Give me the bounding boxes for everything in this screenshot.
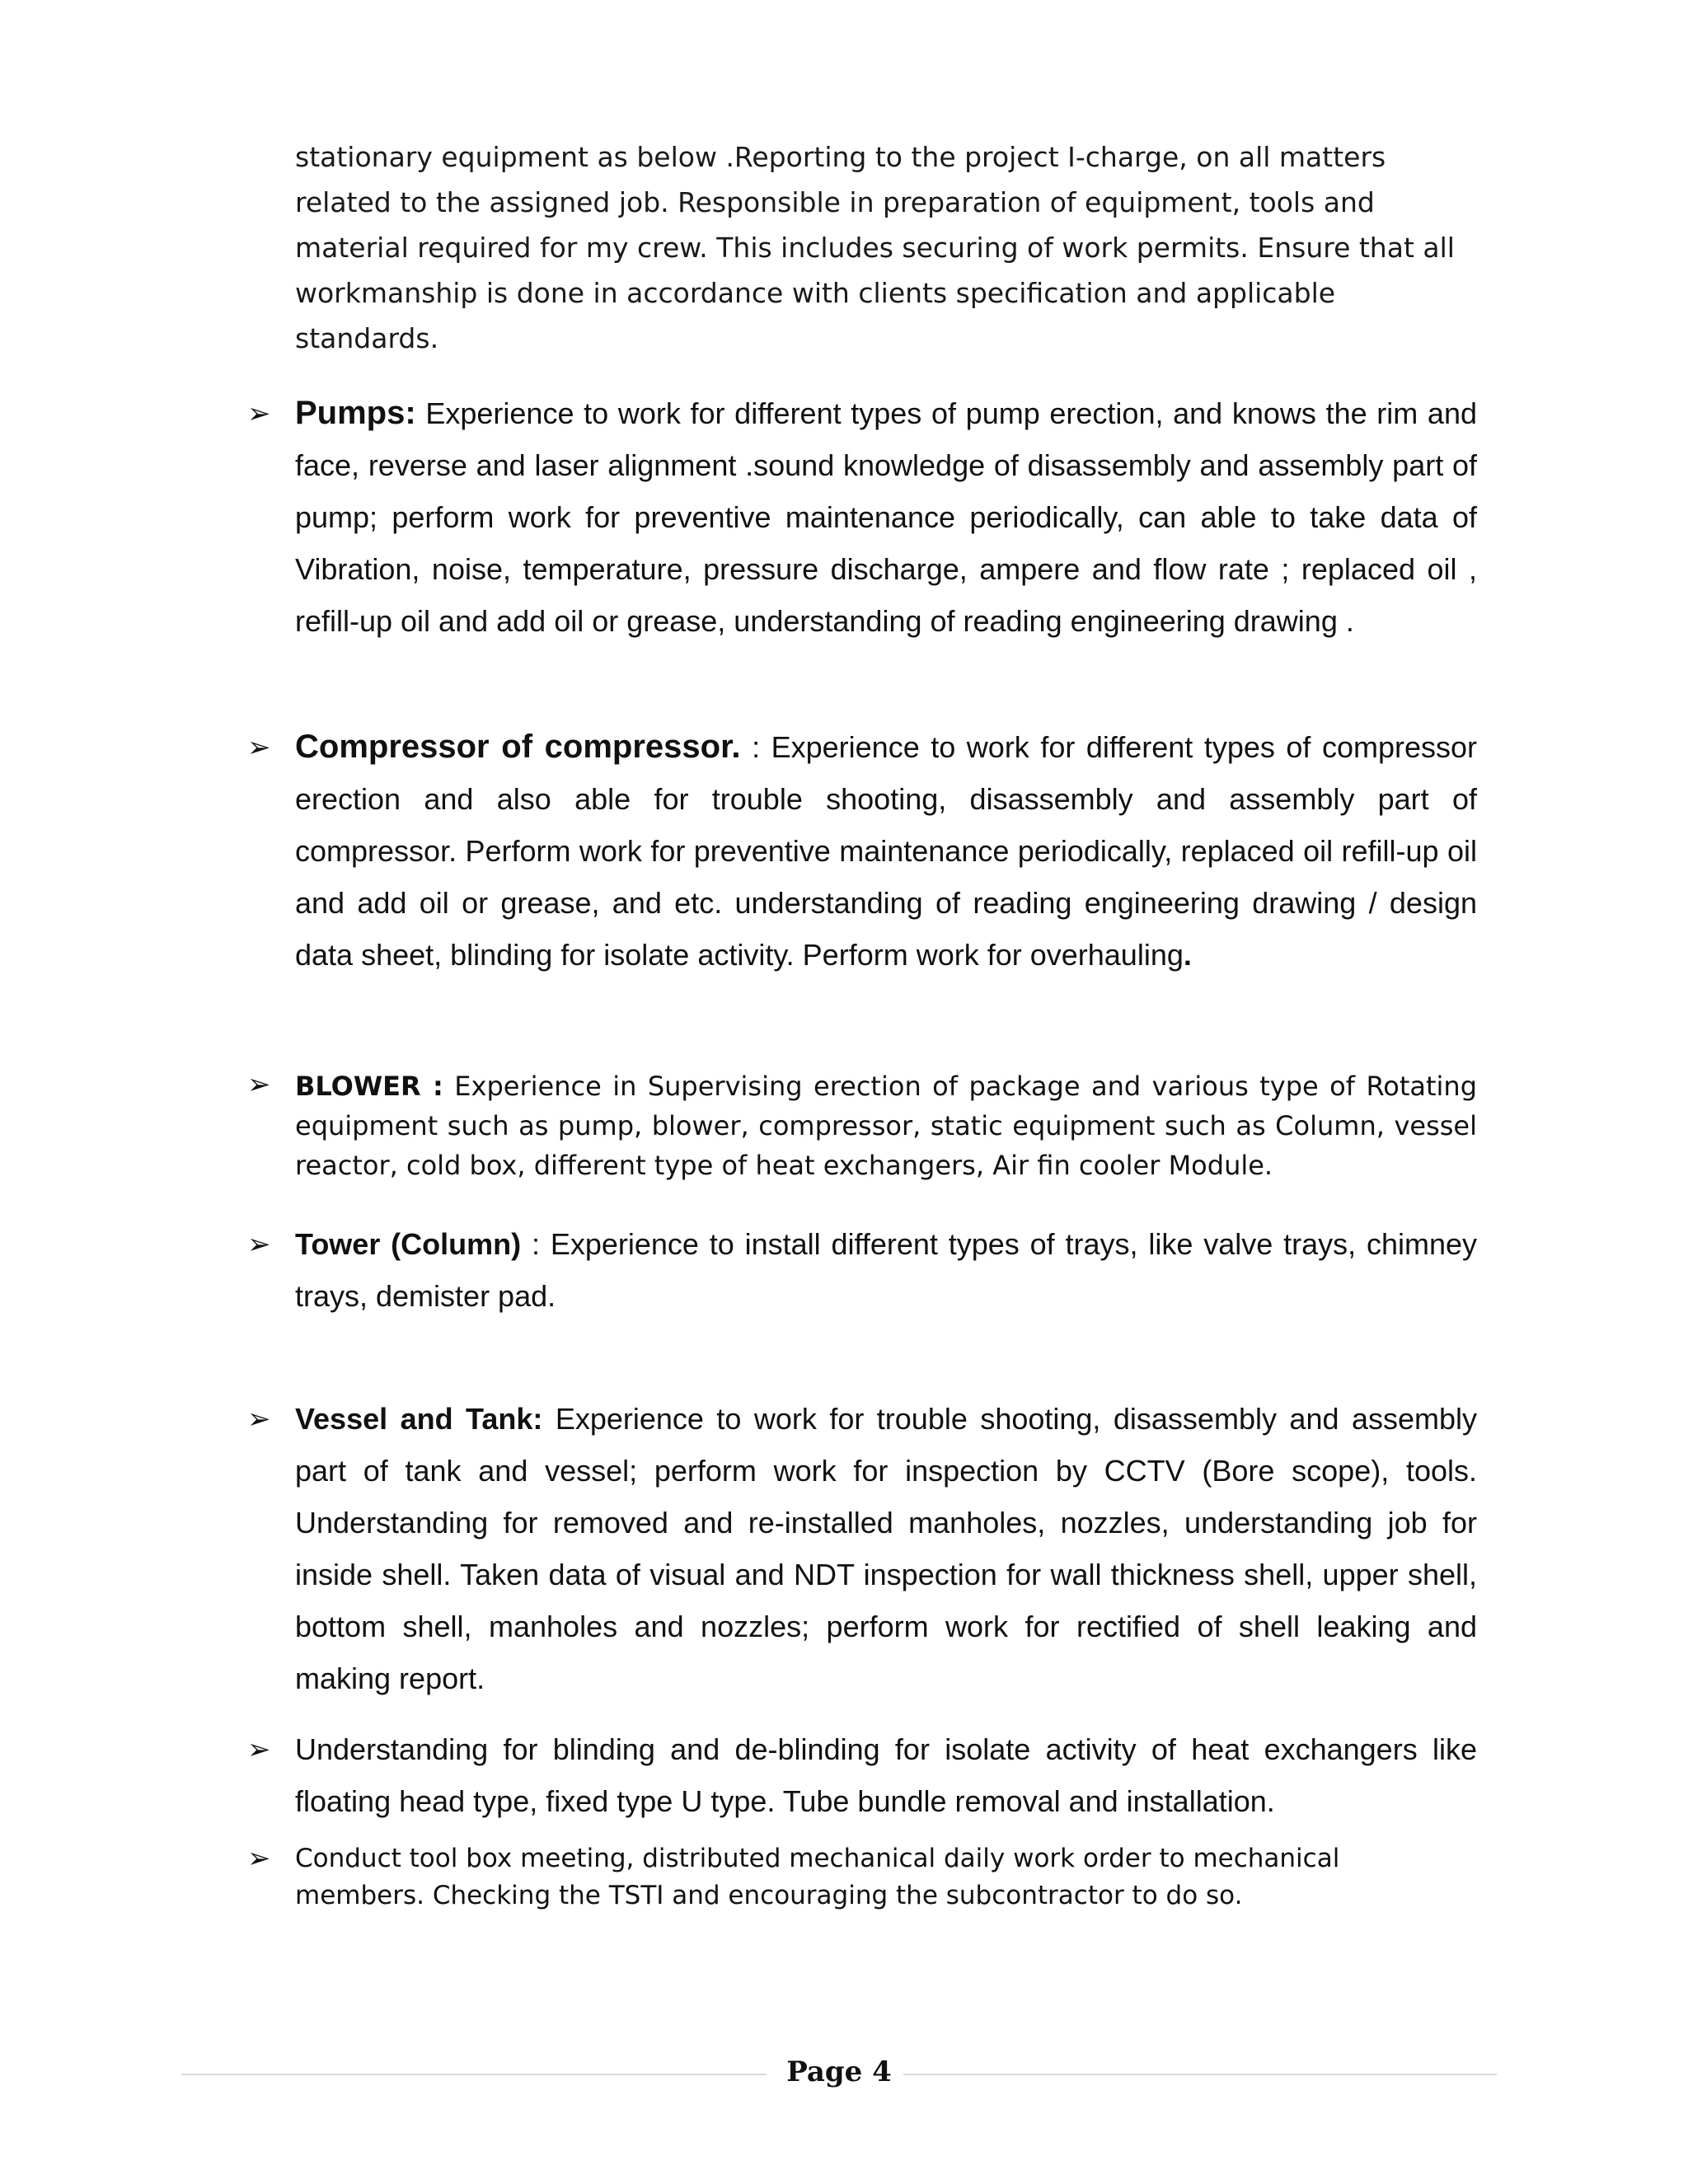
bullet-arrow-icon: ➢ bbox=[247, 1068, 271, 1101]
item-heading: Tower (Column) bbox=[295, 1227, 522, 1261]
item-body: Experience to work for trouble shooting, disassembly and assembly part of tank and vessel; perform work for inspection by CCTV (Bore scope), tools. Understanding for removed and re-installed manholes, nozzles, understanding job for inside shell. Taken data of visual and NDT inspection for wall thickness shell, upper shell, bottom shell, manholes and nozzles; perform work for rectified of shell leaking and making report. bbox=[295, 1402, 1477, 1695]
bullet-arrow-icon: ➢ bbox=[247, 1842, 271, 1875]
list-item-text: Understanding for blinding and de-blinding for isolate activity of heat exchangers like floating head type, fixed type U type. Tube bundle removal and installation. bbox=[295, 1732, 1477, 1818]
list-item-vessel-tank bbox=[247, 1393, 1477, 1704]
list-item-toolbox bbox=[247, 1840, 1477, 1915]
bullet-arrow-icon: ➢ bbox=[247, 731, 271, 764]
list-item-blinding bbox=[247, 1723, 1477, 1827]
item-body: Experience in Supervising erection of package and various type of Rotating equipment such as pump, blower, compressor, static equipment such as Column, vessel reactor, cold box, different type of heat exchangers, Air fin cooler Module. bbox=[295, 1071, 1478, 1181]
footer-divider-left bbox=[181, 2074, 767, 2075]
item-tail: . bbox=[1183, 938, 1192, 972]
item-body: Experience to work for different types of pump erection, and knows the rim and face, reverse and laser alignment .sound knowledge of disassembly and assembly part of pump; perform work for preventive maintenance periodically, can able to take data of Vibration, noise, temperature, pressure discharge, ampere and flow rate ; replaced oil , refill-up oil and add oil or grease, understanding of reading engineering drawing . bbox=[295, 396, 1477, 638]
bullet-arrow-icon: ➢ bbox=[247, 1403, 271, 1436]
list-item-blower bbox=[247, 1066, 1477, 1185]
list-item-compressor bbox=[247, 721, 1477, 981]
bullet-arrow-icon: ➢ bbox=[247, 397, 271, 430]
list-item-text bbox=[295, 1218, 1477, 1322]
page-number: Page 4 bbox=[786, 2055, 892, 2088]
intro-paragraph: stationary equipment as below .Reporting to the project I-charge, on all matters related to the assigned job. Responsible in preparation of equipment, tools and material required for my crew. This includes securing of work permits. Ensure that all workmanship is done in accordance with clients specification and applicable standards. bbox=[295, 141, 1455, 354]
list-item-text bbox=[295, 387, 1477, 647]
item-heading: Compressor of compressor. bbox=[295, 729, 741, 765]
bullet-arrow-icon: ➢ bbox=[247, 1228, 271, 1261]
list-item-text bbox=[295, 1393, 1477, 1704]
item-heading: Vessel and Tank: bbox=[295, 1402, 543, 1436]
bullet-arrow-icon: ➢ bbox=[247, 1733, 271, 1766]
item-body: : Experience to work for different types of compressor erection and also able for trouble shooting, disassembly and assembly part of compressor. Perform work for preventive maintenance periodically, replaced oil refill-up oil and add oil or grease, and etc. understanding of reading engineering drawing / design data sheet, blinding for isolate activity. Perform work for overhauling bbox=[295, 730, 1478, 972]
list-item-text bbox=[295, 1066, 1477, 1185]
list-item-pumps bbox=[247, 387, 1477, 647]
item-heading: BLOWER : bbox=[295, 1071, 443, 1102]
item-body: : Experience to install different types of trays, like valve trays, chimney trays, demister pad. bbox=[295, 1227, 1477, 1313]
list-item-tower bbox=[247, 1218, 1477, 1322]
list-item-text bbox=[295, 721, 1477, 981]
item-heading: Pumps: bbox=[295, 395, 416, 431]
list-item-text: Conduct tool box meeting, distributed mechanical daily work order to mechanical members. Checking the TSTI and encouraging the subcontractor to do so. bbox=[295, 1844, 1340, 1910]
footer-divider-right bbox=[903, 2074, 1497, 2075]
